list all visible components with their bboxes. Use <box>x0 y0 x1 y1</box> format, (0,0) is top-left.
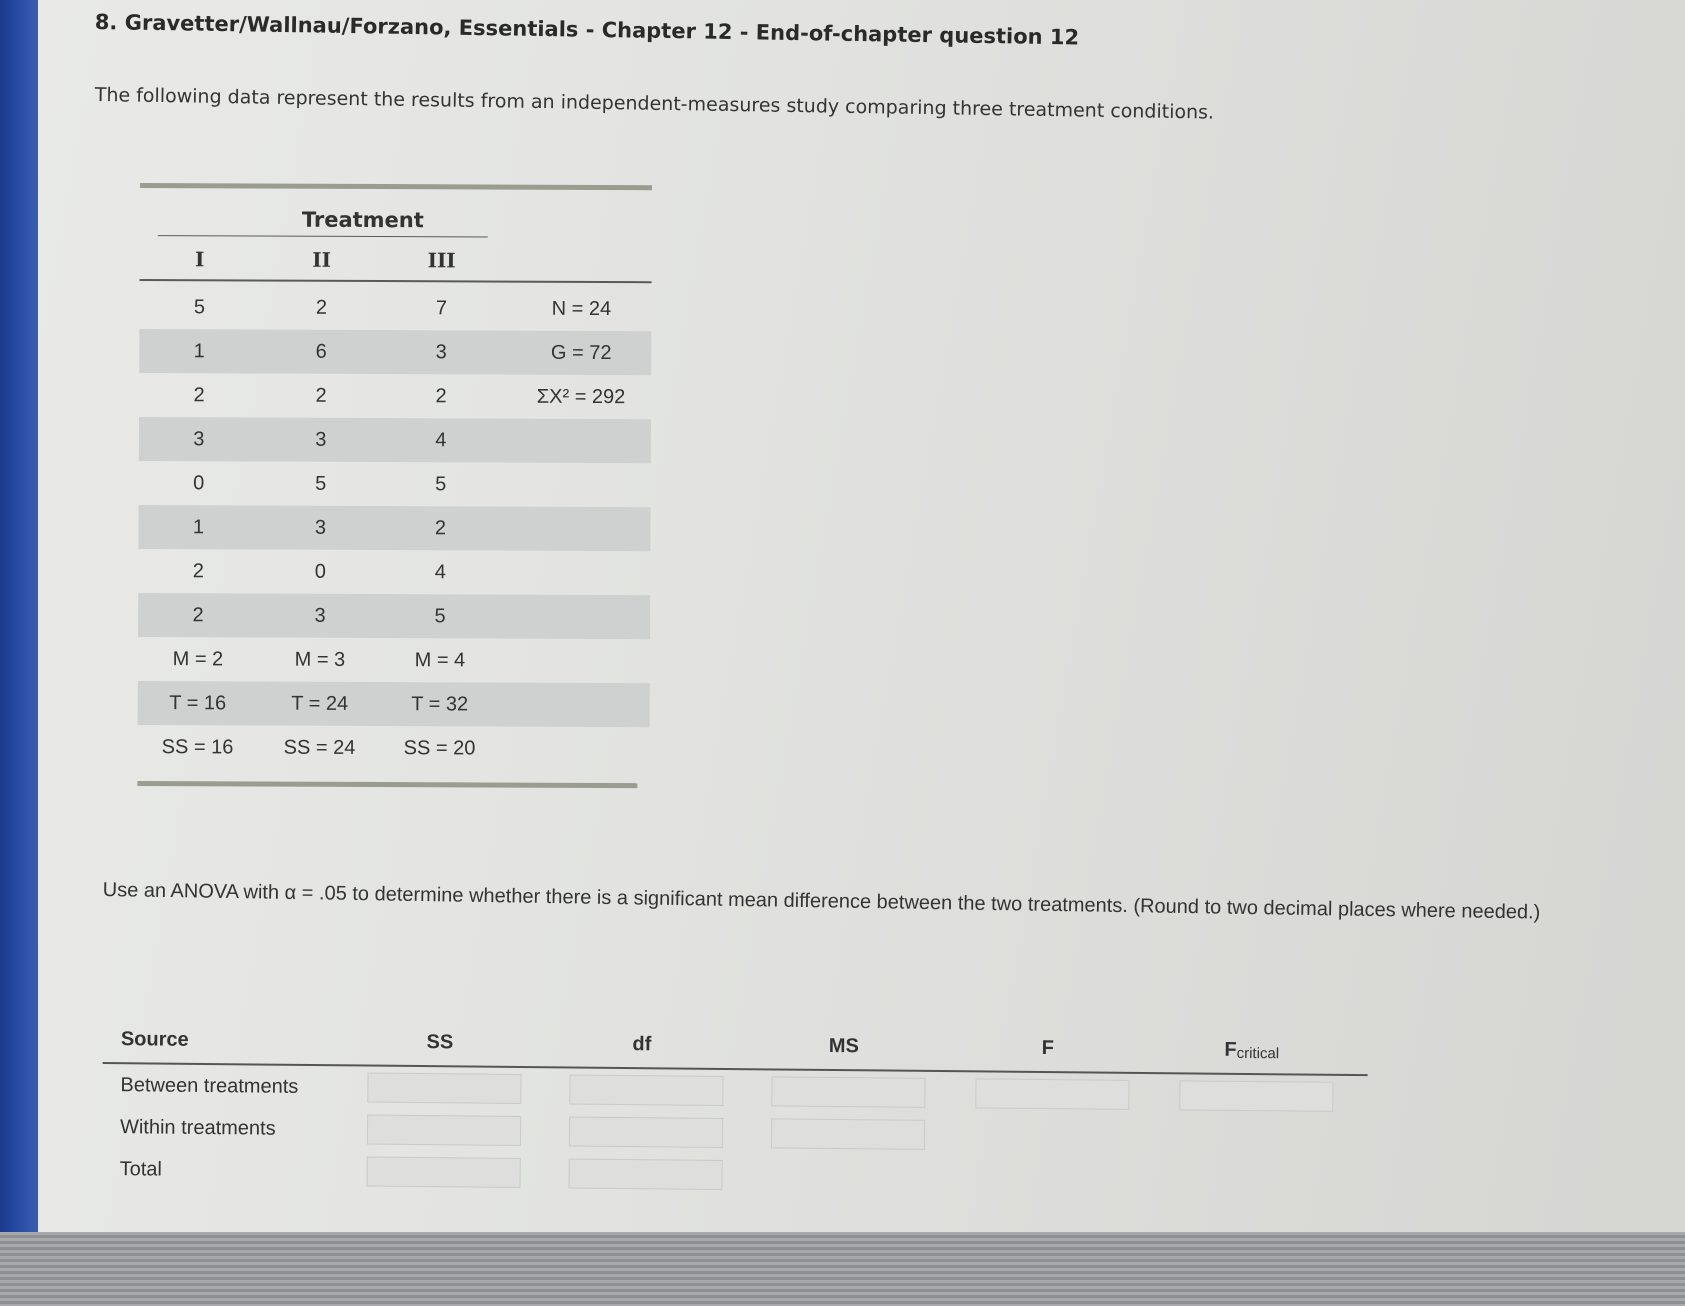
table-row <box>138 593 650 639</box>
cell: 3 <box>435 341 447 364</box>
table-row <box>139 461 651 507</box>
anova-table <box>101 1028 1368 1210</box>
cell: 2 <box>192 560 204 583</box>
monitor-bezel <box>0 1232 1685 1306</box>
within-df-input[interactable] <box>569 1116 723 1147</box>
within-ms-input[interactable] <box>771 1118 925 1149</box>
between-ss-input[interactable] <box>367 1073 521 1104</box>
total-iii: T = 32 <box>411 693 469 716</box>
mean-ii: M = 3 <box>294 648 346 671</box>
cell: 2 <box>192 604 204 627</box>
cell: 7 <box>435 297 448 320</box>
cell: 0 <box>314 560 326 583</box>
total-ii: T = 24 <box>291 692 349 715</box>
header-f: F <box>1041 1037 1055 1060</box>
table-row <box>139 373 651 419</box>
header-ss: SS <box>426 1031 454 1054</box>
ss-iii: SS = 20 <box>403 737 476 760</box>
table-row <box>139 329 651 375</box>
table-bottom-rule <box>137 781 637 788</box>
summary-row-mean <box>138 637 650 683</box>
cell: 2 <box>315 296 328 319</box>
column-header-iii: III <box>427 248 456 273</box>
total-g: G = 72 <box>550 341 612 365</box>
cell: 2 <box>435 385 447 408</box>
total-n: N = 24 <box>551 297 612 321</box>
between-df-input[interactable] <box>569 1074 723 1105</box>
summary-row-total <box>138 681 650 727</box>
header-f-critical <box>1175 1038 1329 1062</box>
header-ms: MS <box>828 1034 859 1058</box>
total-ss-input[interactable] <box>366 1157 520 1188</box>
cell: 2 <box>193 384 205 407</box>
f-critical-input[interactable] <box>1179 1080 1333 1111</box>
header-source: Source <box>120 1028 189 1051</box>
cell: 6 <box>315 340 327 363</box>
cell: 4 <box>435 429 447 452</box>
cell: 5 <box>315 472 327 495</box>
column-header-i: I <box>194 247 205 272</box>
header-df: df <box>632 1033 652 1056</box>
f-critical-subscript: critical <box>1236 1044 1280 1063</box>
question-title: 8. Gravetter/Wallnau/Forzano, Essentials - Chapter 12 - End-of-chapter question 12 <box>94 10 1080 50</box>
anova-instruction: Use an ANOVA with α = .05 to determine whether there is a significant mean difference between the two treatments. (Round to two decimal places where needed.) <box>102 878 1541 924</box>
cell: 5 <box>434 605 446 628</box>
cell: 0 <box>193 472 205 495</box>
between-f-input[interactable] <box>975 1078 1129 1109</box>
cell: 4 <box>434 561 446 584</box>
cell: 2 <box>434 517 447 540</box>
row-label-total: Total <box>119 1158 162 1181</box>
screen-edge <box>0 0 38 1306</box>
cell: 3 <box>315 428 327 451</box>
treatment-header: Treatment <box>301 207 424 233</box>
row-label-between: Between treatments <box>120 1074 299 1098</box>
anova-header-rule <box>103 1062 1368 1076</box>
question-intro: The following data represent the results from an independent-measures study comparing three treatment conditions. <box>94 84 1215 124</box>
cell: 1 <box>192 516 205 539</box>
f-critical-main: F <box>1224 1038 1237 1061</box>
column-header-ii: II <box>312 247 332 272</box>
ss-i: SS = 16 <box>161 736 234 759</box>
cell: 5 <box>435 473 447 496</box>
data-table <box>137 183 652 795</box>
table-row <box>139 417 651 463</box>
table-row <box>138 505 650 551</box>
row-label-within: Within treatments <box>119 1116 276 1140</box>
between-ms-input[interactable] <box>771 1076 925 1107</box>
cell: 5 <box>193 296 206 319</box>
treatment-underline <box>158 235 488 237</box>
cell: 3 <box>314 604 326 627</box>
total-sum-x-squared: ΣX² = 292 <box>536 385 626 409</box>
table-row <box>139 285 651 331</box>
cell: 1 <box>193 340 205 363</box>
total-df-input[interactable] <box>568 1158 722 1189</box>
table-top-rule <box>140 183 652 190</box>
ss-ii: SS = 24 <box>283 736 356 759</box>
within-ss-input[interactable] <box>367 1115 521 1146</box>
cell: 3 <box>314 516 327 539</box>
summary-row-ss <box>137 725 649 771</box>
table-row <box>138 549 650 595</box>
mean-i: M = 2 <box>172 648 224 671</box>
total-i: T = 16 <box>169 692 227 715</box>
cell: 2 <box>315 384 327 407</box>
header-rule <box>140 279 652 283</box>
mean-iii: M = 4 <box>414 649 466 672</box>
cell: 3 <box>193 428 205 451</box>
